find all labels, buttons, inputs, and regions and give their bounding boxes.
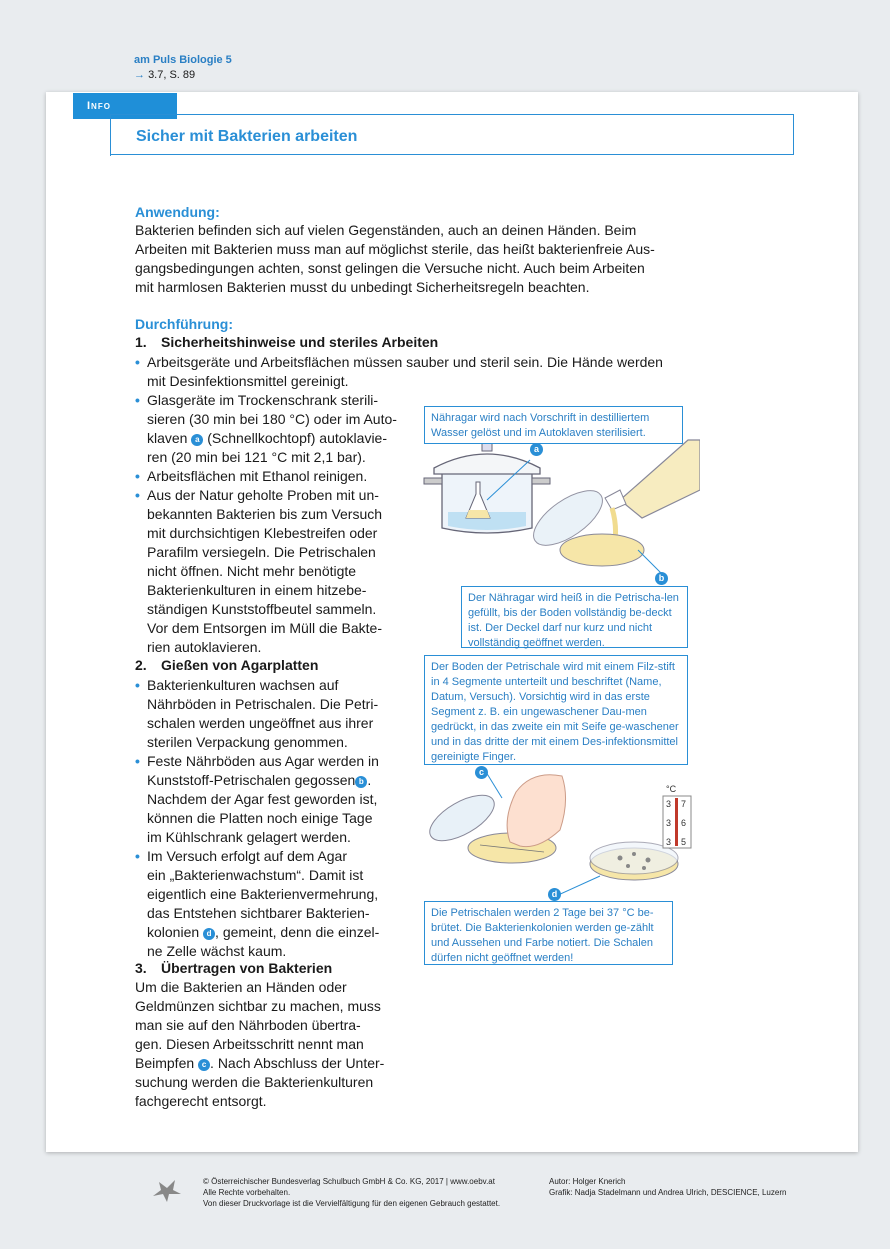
thermometer-tick: 3 (666, 799, 672, 809)
text-line: • Arbeitsflächen mit Ethanol reinigen. (147, 468, 368, 484)
text-span: Beimpfen (135, 1055, 195, 1071)
text-line: • Im Versuch erfolgt auf dem Agar (147, 848, 347, 864)
text-span: kolonien (147, 924, 200, 940)
book-title: am Puls Biologie 5 (134, 54, 232, 66)
text-span: . Nach Abschluss der Unter- (210, 1055, 385, 1071)
text-line: bekannten Bakterien bis zum Versuch (147, 506, 383, 522)
bullet-item (135, 752, 379, 847)
bullet-item (135, 353, 663, 391)
bullet-item (135, 486, 382, 657)
finger-icon (507, 775, 565, 847)
text-line: nicht öffnen. Nicht mehr benötigte (147, 563, 357, 579)
text-line: ständigen Kunststoffbeutel sammeln. (147, 601, 377, 617)
marker-c: c (475, 766, 488, 779)
text-line: ein „Bakterienwachstum“. Damit ist (147, 867, 364, 883)
step-3 (135, 960, 332, 976)
durchfuehrung-heading: Durchführung: (135, 316, 233, 332)
graphic-credit-text: Grafik: Nadja Stadelmann und Andrea Ulrich, DESCIENCE, Luzern (549, 1188, 787, 1197)
step-number: 2. (135, 657, 147, 673)
thermometer-icon (663, 784, 691, 848)
text-span: . (367, 772, 372, 788)
text-line (147, 923, 379, 942)
thermometer-tick: 3 (666, 837, 672, 847)
bullet-item (135, 391, 397, 467)
text-line: mit durchsichtigen Klebestreifen oder (147, 525, 378, 541)
text-line: ren (20 min bei 121 °C mit 2,1 bar). (147, 449, 366, 465)
step-2 (135, 657, 318, 673)
thermometer-tick: 5 (681, 837, 687, 847)
text-line: sieren (30 min bei 180 °C) oder im Auto- (147, 411, 397, 427)
badge-b: b (355, 776, 367, 788)
text-line (147, 429, 397, 448)
thermometer-tick: 3 (666, 818, 672, 828)
step-3-text (135, 978, 384, 1111)
footer-credits (549, 1176, 786, 1198)
text-line: Um die Bakterien an Händen oder (135, 979, 347, 995)
copyright-text: © Österreichischer Bundesverlag Schulbuch GmbH & Co. KG, 2017 | www.oebv.at (203, 1177, 495, 1186)
petri-dish-icon (525, 480, 644, 566)
thermometer-unit: °C (666, 784, 677, 794)
text-line: • Bakterienkulturen wachsen auf (147, 677, 339, 693)
bullet-item (135, 847, 379, 961)
text-line: suchung werden die Bakterienkulturen (135, 1074, 374, 1090)
text-line: im Kühlschrank gelagert werden. (147, 829, 351, 845)
text-line: man sie auf den Nährboden übertra- (135, 1017, 361, 1033)
caption-c: Der Boden der Petrischale wird mit einem Filz-stift in 4 Segmente unterteilt und beschriftet (Name, Datum, Versuch). Vorsichtig wird in das erste Segment z. B. ein ungewaschener Dau-men gedrückt, in das zweite ein mit Seife ge-waschener und in das dritte der mit einem Des-infektionsmittel gereinigte Finger. (424, 655, 688, 765)
badge-d: d (203, 928, 215, 940)
text-line: Bakterienkulturen in einem hitzebe- (147, 582, 367, 598)
text-line: mit harmlosen Bakterien musst du unbedingt Sicherheitsregeln beachten. (135, 279, 590, 295)
text-line: • Glasgeräte im Trockenschrank sterili- (147, 392, 379, 408)
publisher-logo-icon (153, 1178, 181, 1202)
text-line: • Aus der Natur geholte Proben mit un- (147, 487, 379, 503)
text-line: gen. Diesen Arbeitsschritt nennt man (135, 1036, 364, 1052)
step-title: Sicherheitshinweise und steriles Arbeiten (161, 334, 439, 350)
text-line: Geldmünzen sichtbar zu machen, muss (135, 998, 381, 1014)
text-line: Bakterien befinden sich auf vielen Gegenständen, auch an deinen Händen. Beim (135, 222, 637, 238)
book-reference (134, 53, 232, 83)
text-line: sterilen Verpackung genommen. (147, 734, 348, 750)
step-title: Übertragen von Bakterien (161, 960, 333, 976)
text-line (147, 771, 379, 790)
page-reference: 3.7, S. 89 (148, 69, 196, 81)
text-line (135, 1054, 384, 1073)
text-line: gangsbedingungen achten, sonst gelingen die Versuche nicht. Auch beim Arbeiten (135, 260, 645, 276)
text-line: eigentlich eine Bakterienvermehrung, (147, 886, 379, 902)
text-line: Parafilm versiegeln. Die Petrischalen (147, 544, 376, 560)
step-title: Gießen von Agarplatten (161, 657, 319, 673)
text-span: klaven (147, 430, 188, 446)
step-number: 1. (135, 334, 147, 350)
text-line: das Entstehen sichtbarer Bakterien- (147, 905, 370, 921)
rights-text: Alle Rechte vorbehalten. (203, 1188, 291, 1197)
badge-a: a (191, 434, 203, 446)
text-line: fachgerecht entsorgt. (135, 1093, 267, 1109)
text-span: Kunststoff-Petrischalen gegossen (147, 772, 356, 788)
copy-note-text: Von dieser Druckvorlage ist die Vervielfältigung für den eigenen Gebrauch gestattet. (203, 1199, 501, 1208)
anwendung-heading: Anwendung: (135, 204, 220, 220)
author-text: Autor: Holger Knerich (549, 1177, 626, 1186)
text-line: • Arbeitsgeräte und Arbeitsflächen müssen sauber und steril sein. Die Hände werden (147, 354, 663, 370)
text-line: Nährböden in Petrischalen. Die Petri- (147, 696, 379, 712)
autoclave-icon (424, 443, 550, 533)
caption-d: Die Petrischalen werden 2 Tage bei 37 °C be-brütet. Die Bakterienkolonien werden ge-zählt und Aussehen und Farbe notiert. Die Schalen dürfen nicht geöffnet werden! (424, 901, 673, 965)
thermometer-tick: 6 (681, 818, 687, 828)
footer-copyright (203, 1176, 500, 1209)
info-tab: Info (73, 93, 177, 119)
step-1 (135, 334, 438, 350)
text-span: (Schnellkochtopf) autoklavie- (207, 430, 388, 446)
thermometer-tick: 7 (681, 799, 687, 809)
text-line: rien autoklavieren. (147, 639, 262, 655)
text-line: mit Desinfektionsmittel gereinigt. (147, 373, 349, 389)
text-line: können die Platten noch einige Tage (147, 810, 373, 826)
text-line: ne Zelle wächst kaum. (147, 943, 287, 959)
step-number: 3. (135, 960, 147, 976)
arrow-right-icon: → (134, 69, 145, 81)
badge-c: c (198, 1059, 210, 1071)
anwendung-text (135, 221, 655, 297)
text-line: Nachdem der Agar fest geworden ist, (147, 791, 378, 807)
text-line: schalen werden ungeöffnet aus ihrer (147, 715, 374, 731)
text-line: Arbeiten mit Bakterien muss man auf möglichst sterile, das heißt bakterienfreie Aus- (135, 241, 655, 257)
caption-a: Nähragar wird nach Vorschrift in destilliertem Wasser gelöst und im Autoklaven sterilisiert. (424, 406, 683, 444)
bullet-item (135, 467, 367, 486)
marker-b: b (655, 572, 668, 585)
text-line: Vor dem Entsorgen im Müll die Bakte- (147, 620, 382, 636)
bullet-item (135, 676, 378, 752)
page-title: Sicher mit Bakterien arbeiten (136, 128, 358, 145)
text-line: • Feste Nährböden aus Agar werden in (147, 753, 379, 769)
marker-a: a (530, 443, 543, 456)
marker-d: d (548, 888, 561, 901)
caption-b: Der Nähragar wird heiß in die Petrischa-len gefüllt, bis der Boden vollständig be-deckt ist. Der Deckel darf nur kurz und nicht vollständig geöffnet werden. (461, 586, 688, 648)
text-span: , gemeint, denn die einzel- (215, 924, 380, 940)
